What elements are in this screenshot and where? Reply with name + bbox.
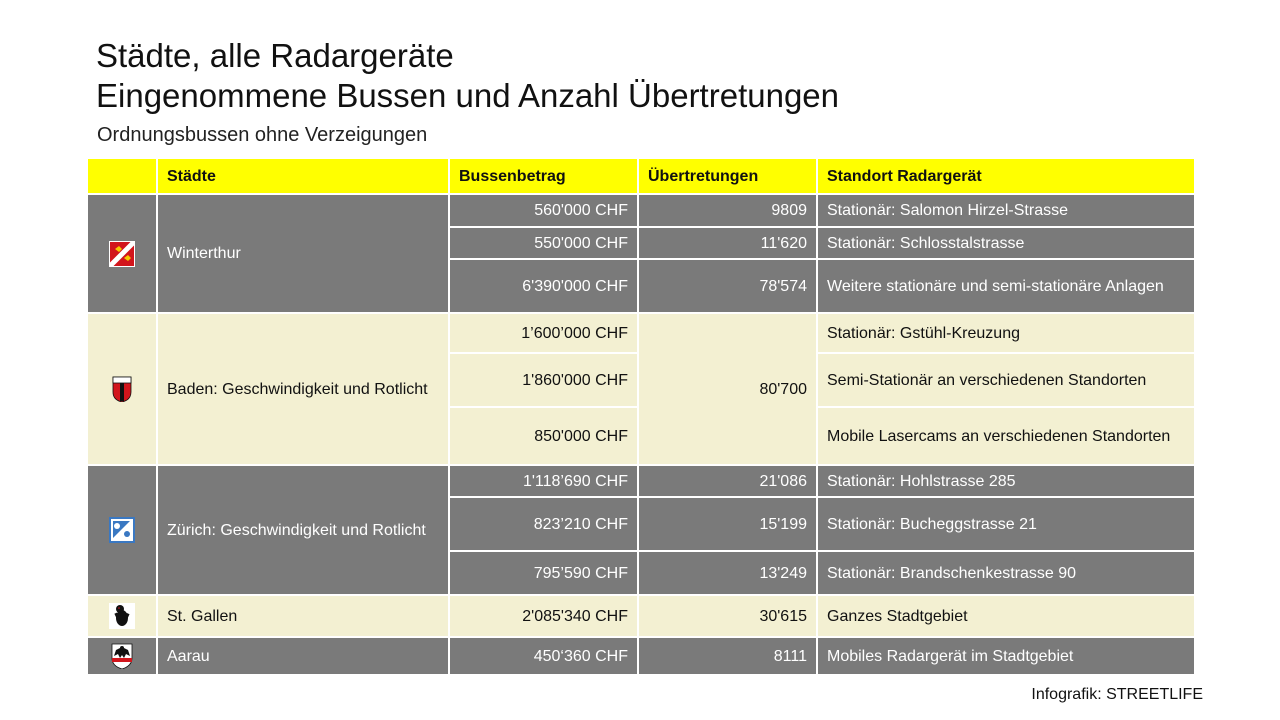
city-name-zurich: Zürich: Geschwindigkeit und Rotlicht <box>157 465 449 595</box>
amount-cell: 550'000 CHF <box>449 227 638 259</box>
amount-cell: 2'085'340 CHF <box>449 595 638 637</box>
location-cell: Stationär: Bucheggstrasse 21 <box>817 497 1195 551</box>
location-cell: Mobile Lasercams an verschiedenen Standorten <box>817 407 1195 465</box>
amount-cell: 850'000 CHF <box>449 407 638 465</box>
violations-cell: 78'574 <box>638 259 817 313</box>
header-icon-cell <box>87 158 157 194</box>
table-header-row <box>87 158 1195 194</box>
location-cell: Stationär: Hohlstrasse 285 <box>817 465 1195 497</box>
amount-cell: 450‘360 CHF <box>449 637 638 675</box>
amount-cell: 1'118’690 CHF <box>449 465 638 497</box>
amount-cell: 823’210 CHF <box>449 497 638 551</box>
violations-cell: 11'620 <box>638 227 817 259</box>
table-row <box>87 465 1195 497</box>
header-city: Städte <box>157 158 449 194</box>
table-row <box>87 595 1195 637</box>
winterthur-crest-cell <box>87 194 157 313</box>
city-name-winterthur: Winterthur <box>157 194 449 313</box>
page-title <box>96 36 839 116</box>
aarau-crest-cell <box>87 637 157 675</box>
violations-cell: 13'249 <box>638 551 817 595</box>
st-gallen-crest-cell <box>87 595 157 637</box>
page-subtitle: Ordnungsbussen ohne Verzeigungen <box>97 124 428 146</box>
baden-crest-cell <box>87 313 157 465</box>
amount-cell: 1’600’000 CHF <box>449 313 638 353</box>
header-amount: Bussenbetrag <box>449 158 638 194</box>
location-cell: Stationär: Schlosstalstrasse <box>817 227 1195 259</box>
amount-cell: 560'000 CHF <box>449 194 638 227</box>
credit-text: Infografik: STREETLIFE <box>1031 686 1203 703</box>
aarau-crest-icon <box>109 643 135 669</box>
city-name-st-gallen: St. Gallen <box>157 595 449 637</box>
table-row <box>87 637 1195 675</box>
title-line-1: Städte, alle Radargeräte <box>96 37 454 74</box>
baden-crest-icon <box>109 376 135 402</box>
location-cell: Mobiles Radargerät im Stadtgebiet <box>817 637 1195 675</box>
title-line-2: Eingenommene Bussen und Anzahl Übertretungen <box>96 77 839 114</box>
amount-cell: 795’590 CHF <box>449 551 638 595</box>
location-cell: Ganzes Stadtgebiet <box>817 595 1195 637</box>
zurich-crest-icon <box>109 517 135 543</box>
table-row <box>87 194 1195 227</box>
location-cell: Stationär: Gstühl-Kreuzung <box>817 313 1195 353</box>
violations-cell: 30'615 <box>638 595 817 637</box>
violations-total-baden: 80'700 <box>638 313 817 465</box>
location-cell: Stationär: Brandschenkestrasse 90 <box>817 551 1195 595</box>
st-gallen-crest-icon <box>109 603 135 629</box>
violations-cell: 15'199 <box>638 497 817 551</box>
table-row <box>87 313 1195 353</box>
city-name-baden: Baden: Geschwindigkeit und Rotlicht <box>157 313 449 465</box>
radar-fines-table <box>86 157 1196 676</box>
winterthur-crest-icon <box>109 241 135 267</box>
header-location: Standort Radargerät <box>817 158 1195 194</box>
location-cell: Weitere stationäre und semi-stationäre Anlagen <box>817 259 1195 313</box>
amount-cell: 6'390'000 CHF <box>449 259 638 313</box>
amount-cell: 1'860'000 CHF <box>449 353 638 407</box>
location-cell: Stationär: Salomon Hirzel-Strasse <box>817 194 1195 227</box>
zurich-crest-cell <box>87 465 157 595</box>
header-violations: Übertretungen <box>638 158 817 194</box>
location-cell: Semi-Stationär an verschiedenen Standorten <box>817 353 1195 407</box>
city-name-aarau: Aarau <box>157 637 449 675</box>
violations-cell: 8111 <box>638 637 817 675</box>
violations-cell: 21'086 <box>638 465 817 497</box>
violations-cell: 9809 <box>638 194 817 227</box>
